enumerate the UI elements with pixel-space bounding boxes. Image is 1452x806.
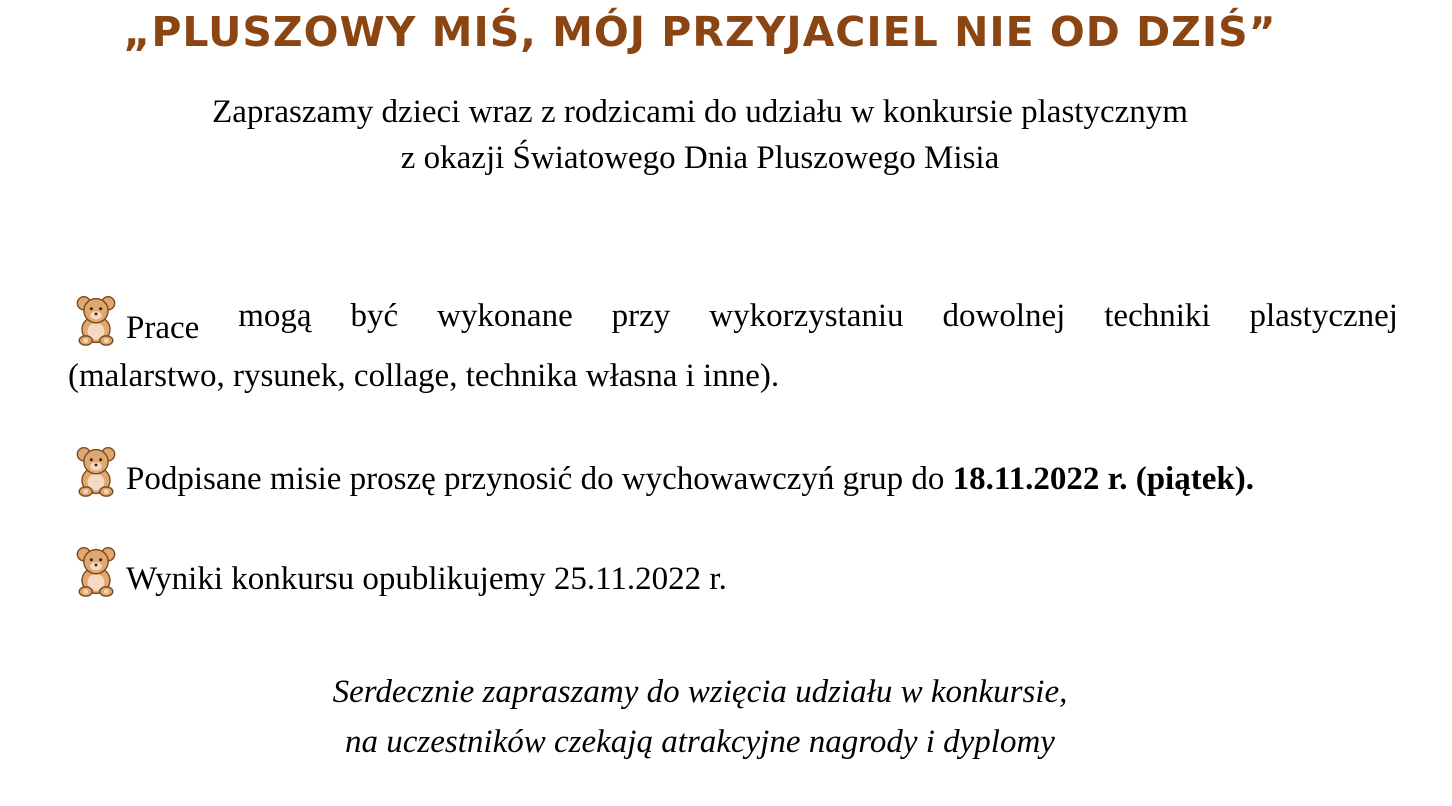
bullet-techniques-line-2: (malarstwo, rysunek, collage, technika własna i inne). — [68, 358, 780, 394]
bullet-techniques-line-1 — [68, 292, 1398, 352]
intro-line-1: Zapraszamy dzieci wraz z rodzicami do udziału w konkursie plastycznym — [212, 94, 1188, 130]
closing-line-1: Serdecznie zapraszamy do wzięcia udziału w konkursie, — [332, 674, 1068, 710]
word: techniki — [1104, 298, 1211, 334]
word: wykorzystaniu — [709, 298, 904, 334]
teddy-bear-icon — [68, 443, 124, 499]
bullet-results-text: Wyniki konkursu opublikujemy 25.11.2022 r. — [126, 561, 727, 597]
word: wykonane — [437, 298, 573, 334]
word: przy — [611, 298, 671, 334]
teddy-bear-icon — [68, 543, 124, 599]
page-title: „PLUSZOWY MIŚ, MÓJ PRZYJACIEL NIE OD DZIŚ” — [123, 8, 1277, 56]
word: dowolnej — [942, 298, 1066, 334]
deadline-date: 18.11.2022 r. (piątek). — [952, 461, 1254, 497]
bullet-techniques — [68, 292, 1398, 400]
word: Prace — [126, 310, 200, 346]
teddy-bear-icon — [68, 292, 124, 348]
word: plastycznej — [1249, 298, 1398, 334]
word: mogą — [238, 298, 312, 334]
bullet-results — [68, 543, 1398, 603]
word: być — [350, 298, 399, 334]
closing-line-2: na uczestników czekają atrakcyjne nagrody i dyplomy — [345, 724, 1055, 760]
bullet-first-word-group — [68, 292, 199, 352]
bullet-deadline — [68, 443, 1398, 503]
intro-line-2: z okazji Światowego Dnia Pluszowego Misia — [400, 140, 1000, 176]
bullet-results-line — [68, 543, 1398, 603]
bullet-deadline-text: Podpisane misie proszę przynosić do wychowawczyń grup do — [126, 461, 953, 497]
bullet-deadline-line — [68, 443, 1398, 503]
